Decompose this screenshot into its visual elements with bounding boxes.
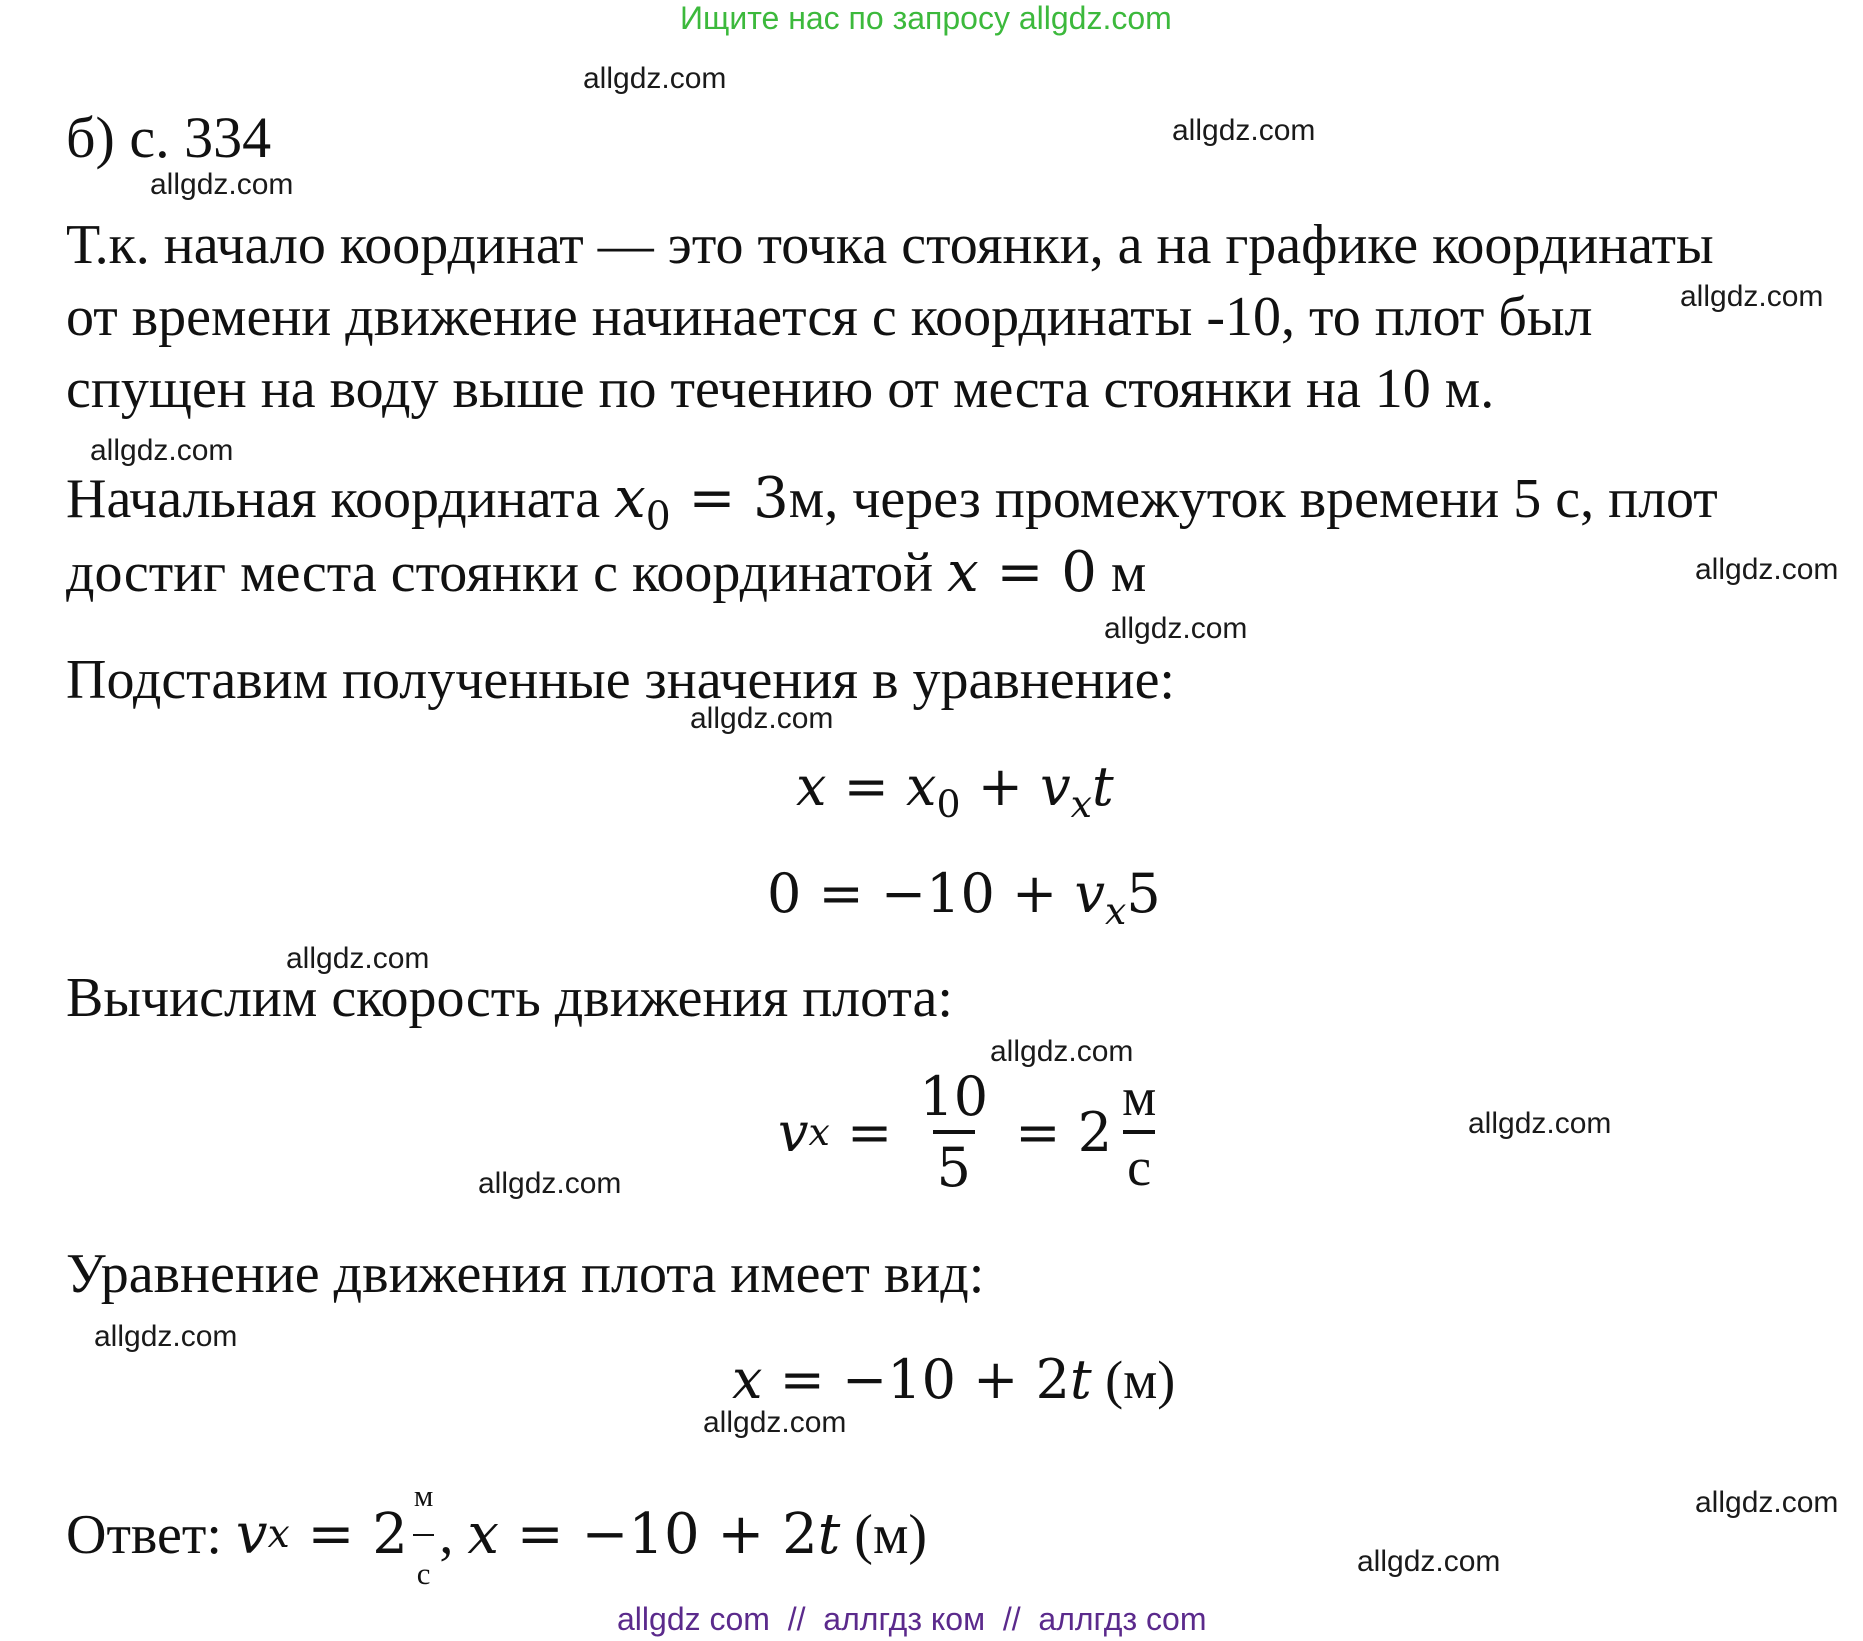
- bottom-banner[interactable]: allgdz com // аллгдз ком // аллгдз com: [617, 1601, 1207, 1637]
- watermark: allgdz.com: [150, 168, 294, 201]
- text-run: Начальная координата: [66, 468, 615, 530]
- math-variable: t: [1092, 755, 1114, 818]
- watermark: allgdz.com: [286, 942, 430, 975]
- math-text: = −10 + 2: [762, 1348, 1070, 1411]
- math-text: = 2: [289, 1502, 408, 1567]
- math-text: 0 = −10 +: [767, 862, 1075, 925]
- paragraph-line: спущен на воду выше по течению от места стоянки на 10 м.: [66, 358, 1495, 420]
- fraction-numerator: м: [413, 1479, 434, 1513]
- math-text: = 0: [978, 540, 1097, 605]
- watermark: allgdz.com: [690, 702, 834, 735]
- math-variable: x: [732, 1348, 763, 1411]
- fraction-denominator: с: [1123, 1130, 1155, 1198]
- math-text: = 3: [670, 466, 789, 531]
- paragraph-line: Подставим полученные значения в уравнение:: [66, 649, 1175, 711]
- fraction-denominator: 5: [933, 1130, 975, 1199]
- equation-substituted: [767, 862, 1161, 933]
- watermark: allgdz.com: [1695, 1486, 1839, 1519]
- math-variable: v: [1074, 862, 1105, 925]
- math-subscript: 0: [645, 494, 671, 540]
- math-variable: t: [1069, 1348, 1092, 1411]
- math-text: +: [960, 755, 1041, 818]
- math-text: (м): [840, 1504, 928, 1566]
- watermark: allgdz.com: [1172, 114, 1316, 147]
- math-text: ,: [439, 1504, 468, 1566]
- math-variable: x: [947, 540, 979, 605]
- paragraph-line: [66, 537, 1146, 609]
- math-subscript: 0: [936, 782, 961, 827]
- math-variable: x: [614, 466, 646, 531]
- math-variable: x: [796, 755, 827, 818]
- fraction: [915, 1065, 992, 1199]
- watermark: allgdz.com: [1104, 612, 1248, 645]
- math-text: =: [829, 1100, 910, 1164]
- math-variable: x: [906, 755, 937, 818]
- answer-label: Ответ:: [66, 1504, 236, 1566]
- answer-line: [66, 1460, 927, 1610]
- watermark: allgdz.com: [90, 434, 234, 467]
- paragraph-line: Т.к. начало координат — это точка стоянки, а на графике координаты: [66, 214, 1714, 276]
- math-subscript: x: [1070, 782, 1092, 827]
- text-run: достиг места стоянки с координатой: [66, 542, 948, 604]
- math-subscript: x: [267, 1512, 290, 1557]
- watermark: allgdz.com: [1468, 1107, 1612, 1140]
- watermark: allgdz.com: [990, 1035, 1134, 1068]
- equation-velocity: [778, 1065, 1166, 1199]
- math-variable: x: [467, 1502, 499, 1567]
- fraction-denominator: с: [413, 1534, 435, 1610]
- watermark: allgdz.com: [1357, 1545, 1501, 1578]
- fraction-numerator: м: [1122, 1067, 1157, 1127]
- text-run: м, через промежуток времени 5 с, плот: [788, 468, 1718, 530]
- paragraph-line: от времени движение начинается с координаты -10, то плот был: [66, 286, 1593, 348]
- math-variable: v: [1040, 755, 1071, 818]
- math-text: = −10 + 2: [498, 1502, 818, 1567]
- paragraph-line: Уравнение движения плота имеет вид:: [66, 1243, 985, 1305]
- math-text: (м): [1091, 1350, 1176, 1410]
- equation-general: [796, 755, 1114, 826]
- watermark: allgdz.com: [703, 1406, 847, 1439]
- math-text: = 2: [998, 1100, 1113, 1164]
- watermark: allgdz.com: [583, 62, 727, 95]
- watermark: allgdz.com: [94, 1320, 238, 1353]
- unit-fraction: [410, 1460, 438, 1610]
- watermark: allgdz.com: [478, 1167, 622, 1200]
- math-subscript: x: [1104, 889, 1127, 934]
- math-variable: v: [235, 1502, 268, 1567]
- task-heading: б) с. 334: [66, 105, 272, 170]
- watermark: allgdz.com: [1695, 553, 1839, 586]
- math-text: 5: [1126, 862, 1161, 925]
- top-banner[interactable]: Ищите нас по запросу allgdz.com: [680, 0, 1172, 36]
- math-text: =: [826, 755, 907, 818]
- paragraph-line: Вычислим скорость движения плота:: [66, 967, 953, 1029]
- fraction-numerator: 10: [919, 1065, 989, 1128]
- equation-motion: [732, 1348, 1175, 1411]
- text-run: м: [1096, 542, 1147, 604]
- math-variable: t: [817, 1502, 841, 1567]
- math-subscript: x: [808, 1110, 830, 1154]
- unit-fraction: [1118, 1066, 1160, 1198]
- watermark: allgdz.com: [1680, 280, 1824, 313]
- math-variable: v: [778, 1100, 809, 1164]
